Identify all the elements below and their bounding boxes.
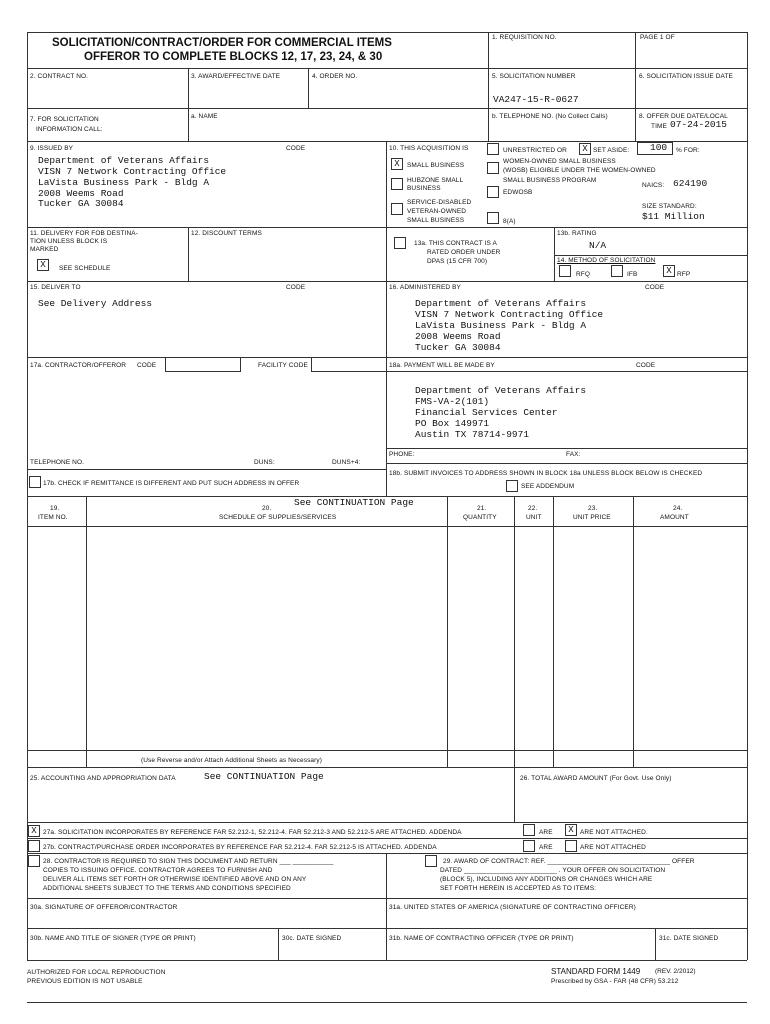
form-title: SOLICITATION/CONTRACT/ORDER FOR COMMERCIAL ITEMS xyxy=(52,37,392,49)
sdvosb-label-1: SERVICE-DISABLED xyxy=(407,199,472,206)
col-item-no-num: 19. xyxy=(50,505,60,512)
hubzone-checkbox[interactable] xyxy=(391,178,403,190)
wosb-label-2: (WOSB) ELIGIBLE UNDER THE WOMEN-OWNED xyxy=(503,167,656,174)
size-standard-value: $11 Million xyxy=(642,211,705,222)
col-amount-num: 24. xyxy=(673,505,683,512)
col-quantity-num: 21. xyxy=(477,505,487,512)
addenda-are-not-checkbox-b[interactable] xyxy=(565,840,577,852)
rated-order-checkbox[interactable] xyxy=(394,237,406,249)
contractor-label: 17a. CONTRACTOR/OFFEROR xyxy=(30,362,127,369)
ifb-label: IFB xyxy=(627,271,638,278)
wosb-label-3: SMALL BUSINESS PROGRAM xyxy=(503,177,597,184)
offer-due-date[interactable]: 07-24-2015 xyxy=(670,119,728,130)
administered-by-label: 16. ADMINISTERED BY xyxy=(389,284,461,291)
rated-order-label-3: DPAS (15 CFR 700) xyxy=(427,258,488,265)
signer-name-label: 30b. NAME AND TITLE OF SIGNER (TYPE OR PRINT) xyxy=(30,935,196,942)
small-business-label: SMALL BUSINESS xyxy=(407,162,465,169)
payment-code-label: CODE xyxy=(636,362,656,369)
rfq-checkbox[interactable] xyxy=(559,265,571,277)
award-checkbox[interactable] xyxy=(425,855,437,867)
solicitation-number-label: 5. SOLICITATION NUMBER xyxy=(492,73,576,80)
contractor-sign-line-2: COPIES TO ISSUING OFFICE. CONTRACTOR AGREES TO FURNISH AND xyxy=(43,867,273,874)
contractor-sign-line-3: DELIVER ALL ITEMS SET FORTH OR OTHERWISE IDENTIFIED ABOVE AND ON ANY xyxy=(43,876,307,883)
set-aside-checkbox[interactable]: X xyxy=(579,143,591,155)
fob-label-3: MARKED xyxy=(30,246,59,253)
offer-due-label: 8. OFFER DUE DATE/LOCAL xyxy=(639,113,728,120)
payment-line-4: PO Box 149971 xyxy=(415,418,490,429)
set-aside-label: SET ASIDE: xyxy=(593,147,630,154)
acquisition-label: 10. THIS ACQUISITION IS xyxy=(389,145,469,152)
rating-label: 13b. RATING xyxy=(557,230,597,237)
ifb-checkbox[interactable] xyxy=(611,265,623,277)
contract-no-label: 2. CONTRACT NO. xyxy=(30,73,89,80)
discount-terms-label: 12. DISCOUNT TERMS xyxy=(191,230,262,237)
col-unit: UNIT xyxy=(526,514,542,521)
schedule-value: See CONTINUATION Page xyxy=(294,497,414,508)
footer-previous-edition: PREVIOUS EDITION IS NOT USABLE xyxy=(27,978,143,985)
solicitation-info-label: 7. FOR SOLICITATION xyxy=(30,116,99,123)
submit-invoices-label: 18b. SUBMIT INVOICES TO ADDRESS SHOWN IN BLOCK 18a UNLESS BLOCK BELOW IS CHECKED xyxy=(389,470,703,477)
naics-label: NAICS: xyxy=(642,182,665,189)
administered-by-line-2: VISN 7 Network Contracting Office xyxy=(415,309,604,320)
see-addendum-label: SEE ADDENDUM xyxy=(521,483,575,490)
award-line-3: (BLOCK 5), INCLUDING ANY ADDITIONS OR CHANGES WHICH ARE xyxy=(440,876,653,883)
footer-reproduction: AUTHORIZED FOR LOCAL REPRODUCTION xyxy=(27,969,166,976)
issued-by-line-2: VISN 7 Network Contracting Office xyxy=(38,166,227,177)
contract-incorporates-checkbox[interactable] xyxy=(28,840,40,852)
administered-by-line-3: LaVista Business Park - Bldg A xyxy=(415,320,587,331)
issued-by-line-4: 2008 Weems Road xyxy=(38,188,124,199)
total-award-label: 26. TOTAL AWARD AMOUNT (For Govt. Use Only) xyxy=(520,775,672,782)
issued-by-code-label: CODE xyxy=(286,145,306,152)
requisition-label: 1. REQUISITION NO. xyxy=(492,34,557,41)
standard-form-number: STANDARD FORM 1449 xyxy=(551,967,641,976)
eight-a-checkbox[interactable] xyxy=(487,212,499,224)
col-schedule-num: 20. xyxy=(262,505,272,512)
name-label: a. NAME xyxy=(191,113,218,120)
form-revision: (REV. 2/2012) xyxy=(655,968,696,975)
col-quantity: QUANTITY xyxy=(463,514,497,521)
unrestricted-checkbox[interactable] xyxy=(487,143,499,155)
set-aside-percent: 100 xyxy=(650,142,668,153)
col-unit-price-num: 23. xyxy=(588,505,598,512)
duns-label: DUNS: xyxy=(254,459,275,466)
set-aside-percent-box[interactable] xyxy=(637,142,673,155)
solicitation-incorporates-checkbox[interactable]: X xyxy=(28,825,40,837)
administered-by-line-4: 2008 Weems Road xyxy=(415,331,501,342)
remittance-label: 17b. CHECK IF REMITTANCE IS DIFFERENT AND PUT SUCH ADDRESS IN OFFER xyxy=(43,480,300,487)
schedule-note: (Use Reverse and/or Attach Additional Sheets as Necessary) xyxy=(141,757,323,764)
offeror-date-label: 30c. DATE SIGNED xyxy=(282,935,342,942)
award-date-label: 3. AWARD/EFFECTIVE DATE xyxy=(191,73,281,80)
contractor-sign-line-1: 28. CONTRACTOR IS REQUIRED TO SIGN THIS DOCUMENT AND RETURN ___ ___________ xyxy=(43,858,334,865)
award-line-1: 29. AWARD OF CONTRACT: REF. _________________________________ OFFER xyxy=(443,858,695,865)
administered-by-code-label: CODE xyxy=(645,284,665,291)
small-business-checkbox[interactable]: X xyxy=(391,158,403,170)
naics-value: 624190 xyxy=(673,178,708,189)
solicitation-number[interactable]: VA247-15-R-0627 xyxy=(493,94,579,105)
rated-order-label-1: 13a. THIS CONTRACT IS A xyxy=(414,240,497,247)
telephone-no-label: TELEPHONE NO. xyxy=(30,459,85,466)
prescribed-by: Prescribed by GSA - FAR (48 CFR) 53.212 xyxy=(551,978,679,985)
offeror-signature-label: 30a. SIGNATURE OF OFFEROR/CONTRACTOR xyxy=(30,904,178,911)
col-schedule: SCHEDULE OF SUPPLIES/SERVICES xyxy=(219,514,337,521)
issued-by-line-5: Tucker GA 30084 xyxy=(38,198,124,209)
fob-label-2: TION UNLESS BLOCK IS xyxy=(30,238,108,245)
rating-value: N/A xyxy=(589,240,607,251)
wosb-label-1: WOMEN-OWNED SMALL BUSINESS xyxy=(503,158,616,165)
accounting-label: 25. ACCOUNTING AND APPROPRIATION DATA xyxy=(30,775,176,782)
page-label: PAGE 1 OF xyxy=(640,34,675,41)
contractor-sign-checkbox[interactable] xyxy=(28,855,40,867)
rfp-checkbox[interactable]: X xyxy=(663,265,675,277)
sdvosb-label-3: SMALL BUSINESS xyxy=(407,217,465,224)
facility-code-box[interactable] xyxy=(311,357,387,372)
edwosb-checkbox[interactable] xyxy=(487,186,499,198)
edwosb-label: EDWOSB xyxy=(503,189,533,196)
award-line-4: SET FORTH HEREIN IS ACCEPTED AS TO ITEMS: xyxy=(440,885,597,892)
rated-order-label-2: RATED ORDER UNDER xyxy=(427,249,501,256)
addenda-are-not-label-a: ARE NOT ATTACHED. xyxy=(580,829,648,836)
officer-date-label: 31c. DATE SIGNED xyxy=(659,935,719,942)
see-schedule-checkbox[interactable]: X xyxy=(37,259,49,271)
addenda-are-checkbox-b[interactable] xyxy=(523,840,535,852)
method-of-solicitation-label: 14. METHOD OF SOLICITATION xyxy=(557,257,656,264)
payment-label: 18a. PAYMENT WILL BE MADE BY xyxy=(389,362,495,369)
size-standard-label: SIZE STANDARD: xyxy=(642,203,697,210)
addenda-are-not-checkbox-a[interactable]: X xyxy=(565,824,577,836)
addenda-are-label-b: ARE xyxy=(539,844,553,851)
eight-a-label: 8(A) xyxy=(503,218,516,225)
time-label: TIME xyxy=(651,123,667,130)
duns4-label: DUNS+4: xyxy=(332,459,361,466)
payment-line-5: Austin TX 78714-9971 xyxy=(415,429,530,440)
administered-by-line-1: Department of Veterans Affairs xyxy=(415,298,587,309)
contractor-code-label: CODE xyxy=(137,362,157,369)
officer-signature-label: 31a. UNITED STATES OF AMERICA (SIGNATURE OF CONTRACTING OFFICER) xyxy=(389,904,636,911)
deliver-to-label: 15. DELIVER TO xyxy=(30,284,81,291)
contract-incorporates-label: 27b. CONTRACT/PURCHASE ORDER INCORPORATES BY REFERENCE FAR 52.212-4. FAR 52.212-5 IS ATTACHED. ADDENDA xyxy=(43,844,437,851)
facility-code-label: FACILITY CODE xyxy=(258,362,308,369)
remittance-checkbox[interactable] xyxy=(29,476,41,488)
administered-by-line-5: Tucker GA 30084 xyxy=(415,342,501,353)
col-unit-price: UNIT PRICE xyxy=(573,514,611,521)
rfp-label: RFP xyxy=(677,271,691,278)
fob-label-1: 11. DELIVERY FOR FOB DESTINA- xyxy=(30,230,139,237)
accounting-value: See CONTINUATION Page xyxy=(204,771,324,782)
payment-phone-label: PHONE: xyxy=(389,451,415,458)
addenda-are-checkbox-a[interactable] xyxy=(523,824,535,836)
addenda-are-not-label-b: ARE NOT ATTACHED xyxy=(580,844,646,851)
col-item-no: ITEM NO. xyxy=(38,514,68,521)
issued-by-label: 9. ISSUED BY xyxy=(30,145,74,152)
hubzone-label-1: HUBZONE SMALL xyxy=(407,177,464,184)
solicitation-info-label-2: INFORMATION CALL: xyxy=(36,126,103,133)
see-addendum-checkbox[interactable] xyxy=(506,480,518,492)
issued-by-line-1: Department of Veterans Affairs xyxy=(38,155,210,166)
unrestricted-label: UNRESTRICTED OR xyxy=(503,147,567,154)
sdvosb-checkbox[interactable] xyxy=(391,203,403,215)
wosb-checkbox[interactable] xyxy=(487,162,499,174)
rfq-label: RFQ xyxy=(576,271,591,278)
percent-for-label: % FOR: xyxy=(676,147,700,154)
payment-fax-label: FAX: xyxy=(566,451,581,458)
sdvosb-label-2: VETERAN-OWNED xyxy=(407,208,467,215)
form-subtitle: OFFEROR TO COMPLETE BLOCKS 12, 17, 23, 24, & 30 xyxy=(84,51,383,63)
hubzone-label-2: BUSINESS xyxy=(407,185,441,192)
issue-date-label: 6. SOLICITATION ISSUE DATE xyxy=(639,73,733,80)
award-line-2: DATED _________________________ . YOUR OFFER ON SOLICITATION xyxy=(440,867,666,874)
addenda-are-label-a: ARE xyxy=(539,829,553,836)
order-no-label: 4. ORDER NO. xyxy=(312,73,358,80)
col-unit-num: 22. xyxy=(528,505,538,512)
contractor-sign-line-4: ADDITIONAL SHEETS SUBJECT TO THE TERMS AND CONDITIONS SPECIFIED xyxy=(43,885,291,892)
telephone-label: b. TELEPHONE NO. (No Collect Calls) xyxy=(492,113,608,120)
payment-line-3: Financial Services Center xyxy=(415,407,558,418)
payment-line-1: Department of Veterans Affairs xyxy=(415,385,587,396)
col-amount: AMOUNT xyxy=(660,514,689,521)
deliver-to-code-label: CODE xyxy=(286,284,306,291)
officer-name-label: 31b. NAME OF CONTRACTING OFFICER (TYPE OR PRINT) xyxy=(389,935,574,942)
contractor-code-box[interactable] xyxy=(165,357,241,372)
solicitation-incorporates-label: 27a. SOLICITATION INCORPORATES BY REFERENCE FAR 52.212-1, 52.212-4. FAR 52.212-3 AND 52.212-5 ARE ATTACHED. ADDENDA xyxy=(43,829,462,836)
deliver-to-value: See Delivery Address xyxy=(38,298,153,309)
see-schedule-label: SEE SCHEDULE xyxy=(59,265,111,272)
payment-line-2: FMS-VA-2(101) xyxy=(415,396,490,407)
issued-by-line-3: LaVista Business Park - Bldg A xyxy=(38,177,210,188)
